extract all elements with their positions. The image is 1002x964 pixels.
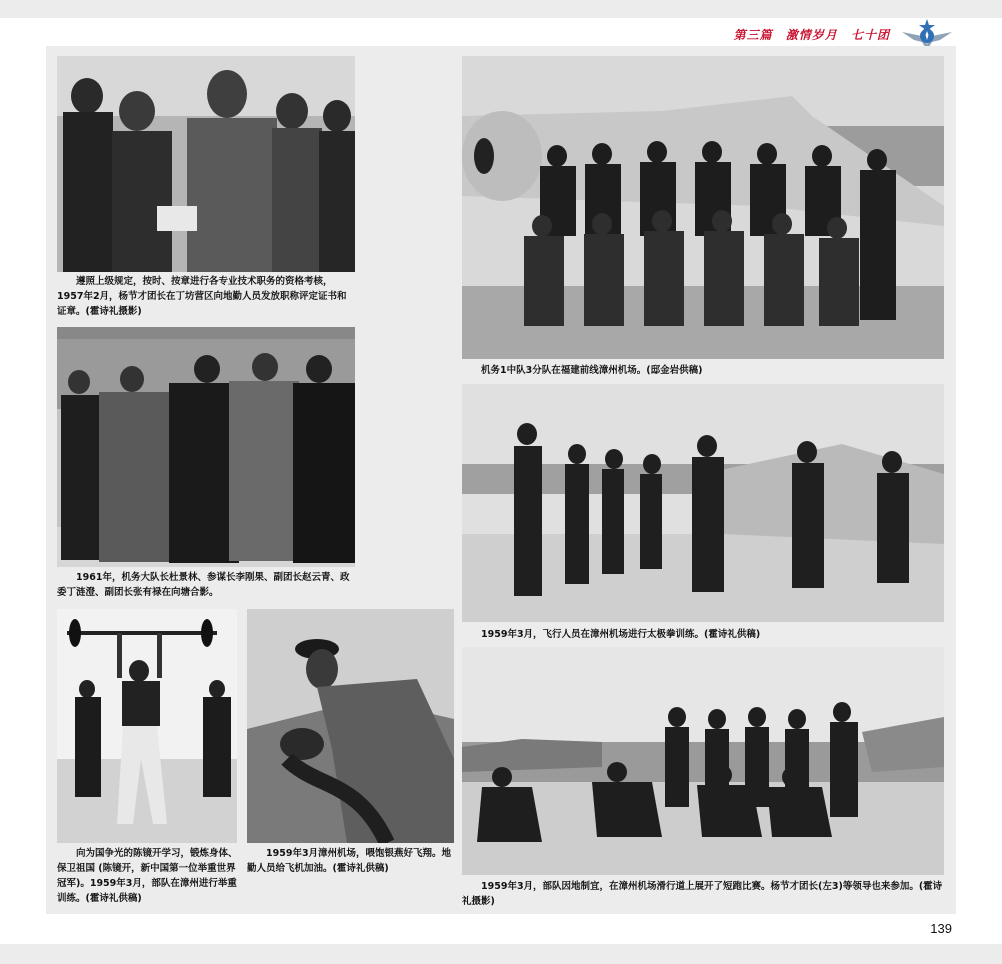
photo-taiji-silhouettes <box>462 384 944 622</box>
photo-squad-with-jet <box>462 56 944 359</box>
photo-caption: 机务1中队3分队在福建前线漳州机场。(邸金岩供稿) <box>481 365 703 376</box>
footer-band <box>0 944 1002 964</box>
photo-caption: 1959年3月，飞行人员在漳州机场进行太极拳训练。(霍诗礼供稿) <box>481 629 761 640</box>
photo-maintenance-squad <box>462 56 944 359</box>
page-number: 139 <box>930 921 952 936</box>
running-header <box>726 26 890 43</box>
photo-sprint-race <box>462 647 944 875</box>
photo-leaders-group <box>57 327 355 567</box>
photo-sprint-silhouettes <box>462 647 944 875</box>
photo-caption: 1959年3月漳州机场，喂饱银燕好飞翔。地勤人员给飞机加油。(霍诗礼供稿) <box>247 848 452 874</box>
photo-weightlifting <box>57 609 237 843</box>
photo-certificate-ceremony <box>57 56 355 272</box>
photo-caption: 1961年，机务大队长杜景林、参谋长李刚果、副团长赵云青、政委丁涟澄、副团长张有禄在向塘合影。 <box>57 572 350 598</box>
header-subtitle: 激情岁月 <box>785 28 838 42</box>
photo-leaders-silhouettes <box>57 327 355 567</box>
header-band <box>0 0 1002 18</box>
photo-refueling <box>247 609 454 843</box>
photo-refueling-silhouette <box>247 609 454 843</box>
header-part: 第三篇 <box>733 28 773 42</box>
header-unit: 七十团 <box>850 28 890 42</box>
photo-people-silhouettes <box>57 56 355 272</box>
photo-caption: 遵照上级规定，按时、按章进行各专业技术职务的资格考核，1957年2月，杨节才团长在丁坊营区向地勤人员发放职称评定证书和证章。(霍诗礼摄影) <box>57 276 347 317</box>
photo-taiji-training <box>462 384 944 622</box>
photo-spread <box>46 46 956 914</box>
photo-caption: 1959年3月，部队因地制宜，在漳州机场滑行道上展开了短跑比赛。杨节才团长(左3)等领导也来参加。(霍诗礼摄影) <box>462 881 943 907</box>
photo-weightlifter-silhouette <box>57 609 237 843</box>
photo-caption: 向为国争光的陈镜开学习，锻炼身体、保卫祖国 (陈镜开，新中国第一位举重世界冠军)。1959年3月，部队在漳州进行举重训练。(霍诗礼供稿) <box>57 848 238 904</box>
